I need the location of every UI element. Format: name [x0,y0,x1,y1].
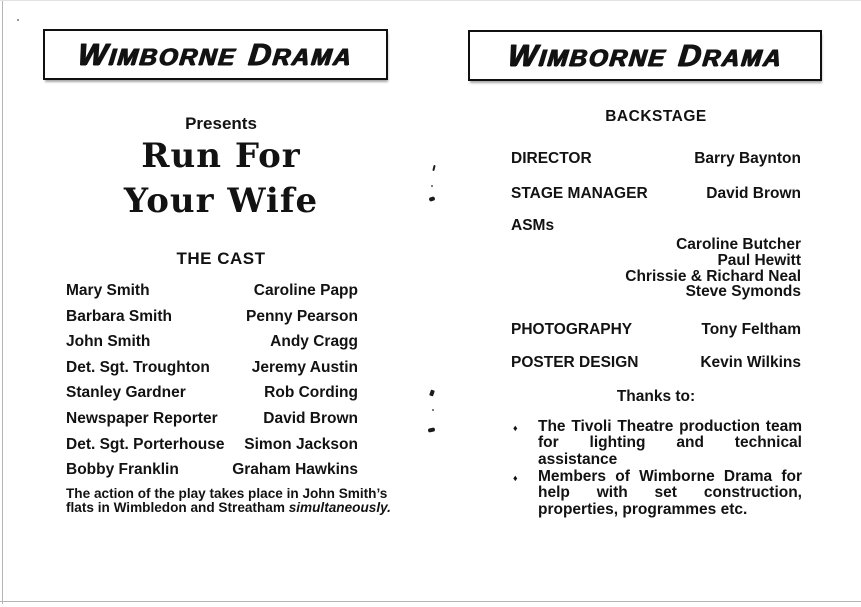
logo-rest-imborne: IMBORNE [107,43,238,71]
credit-label: POSTER DESIGN [511,354,639,371]
logo-initial-w: W [505,37,541,73]
thanks-item: The Tivoli Theatre production team for lighting and technical assistance [538,418,802,468]
scan-speck [429,389,435,396]
asm-name: Chrissie & Richard Neal [625,267,801,285]
presents-label: Presents [185,114,257,133]
asm-names [511,237,801,300]
scan-edge-top [0,0,861,1]
scan-edge-bottom [0,601,861,602]
scan-speck [432,409,434,411]
scan-speck [428,427,436,432]
cast-heading: THE CAST [176,249,266,268]
cast-row [66,304,358,330]
cast-role: Det. Sgt. Porterhouse [66,435,225,453]
credit-label: STAGE MANAGER [511,185,648,202]
cast-role: Stanley Gardner [66,384,186,402]
cast-row [66,406,358,432]
logo-wordmark [506,38,785,74]
wimborne-drama-logo [468,30,822,81]
scan-speck [431,185,433,187]
scan-edge-left [2,0,3,604]
cast-actor: Rob Cording [264,384,358,402]
credit-value: Barry Baynton [694,150,801,167]
cast-list [66,278,358,483]
setting-note-line2: flats in Wimbledon and Streatham simultaneously. [66,499,391,515]
cast-actor: Simon Jackson [244,435,358,453]
thanks-heading: Thanks to: [616,388,696,405]
setting-note [66,487,396,515]
cast-role: Bobby Franklin [66,461,179,479]
cast-row [66,329,358,355]
cast-row [66,278,358,304]
cast-row [66,457,358,483]
credit-row-poster-design [511,355,801,371]
credit-value: Kevin Wilkins [700,354,801,371]
thanks-item: Members of Wimborne Drama for help with set construction, properties, programmes etc. [538,468,802,518]
play-title-line1: Run For [141,136,301,176]
diamond-bullet-icon: ♦ [513,473,518,483]
scan-speck [17,19,19,21]
cast-actor: Graham Hawkins [232,461,358,479]
credit-row-photography [511,322,801,338]
asm-name: Steve Symonds [685,283,801,301]
cast-row [66,432,358,458]
credit-label: PHOTOGRAPHY [511,321,633,338]
scan-speck [429,196,436,202]
cast-row [66,355,358,381]
logo-initial-d: D [676,37,705,73]
logo-rest-rama: RAMA [700,44,784,72]
play-title-line2: Your Wife [123,181,319,221]
logo-initial-d: D [246,36,275,72]
asm-name: Paul Hewitt [717,251,801,269]
asm-name: Caroline Butcher [676,236,801,253]
setting-note-italic: simultaneously. [288,499,391,515]
logo-rest-rama: RAMA [271,43,355,71]
cast-actor: Caroline Papp [253,282,358,299]
cast-actor: David Brown [263,409,358,427]
cast-role: Barbara Smith [66,307,172,325]
credit-row-stage-manager [511,186,801,202]
diamond-bullet-icon: ♦ [513,423,518,433]
cast-row [66,380,358,406]
logo-initial-w: W [76,36,112,72]
asms-label: ASMs [511,217,555,234]
credit-value: David Brown [706,185,801,202]
credit-row-director [511,151,801,167]
cast-actor: Penny Pearson [246,307,358,325]
scan-speck [432,165,435,171]
cast-actor: Jeremy Austin [251,358,358,376]
wimborne-drama-logo [43,29,388,80]
setting-note-line1: The action of the play takes place in John Smith’s [66,486,388,501]
cast-role: Newspaper Reporter [66,409,218,427]
cast-role: Det. Sgt. Troughton [66,358,210,376]
cast-role: John Smith [66,333,151,351]
cast-actor: Andy Cragg [270,333,358,351]
credit-value: Tony Feltham [701,321,801,338]
logo-rest-imborne: IMBORNE [537,44,668,72]
cast-role: Mary Smith [66,282,150,299]
backstage-heading: BACKSTAGE [605,108,707,125]
logo-wordmark [76,37,355,73]
credit-label: DIRECTOR [511,150,592,167]
